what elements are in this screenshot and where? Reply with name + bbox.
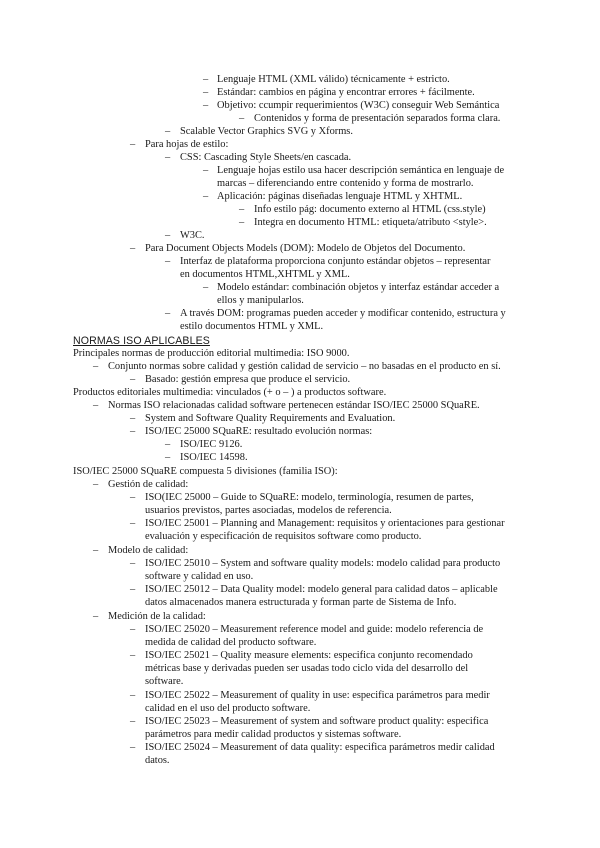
list-item: Integra en documento HTML: etiqueta/atributo <style>.	[254, 217, 487, 228]
list-item: Contenidos y forma de presentación separados forma clara.	[254, 113, 501, 124]
list-item-continuation: evaluación y especificación de requisitos software como producto.	[145, 531, 422, 542]
list-item-continuation: parámetros para medir calidad productos y sistemas software.	[145, 729, 402, 740]
bullet-dash: –	[130, 374, 136, 385]
list-item: Estándar: cambios en página y encontrar errores + fácilmente.	[217, 87, 475, 98]
list-item-continuation: ellos y manipularlos.	[217, 295, 304, 306]
bullet-dash: –	[130, 716, 136, 727]
bullet-dash: –	[130, 518, 136, 529]
list-item: ISO/IEC 25022 – Measurement of quality in use: especifica parámetros para medir	[145, 690, 490, 701]
bullet-dash: –	[130, 139, 136, 150]
list-item: Medición de la calidad:	[108, 611, 206, 622]
bullet-dash: –	[203, 74, 209, 85]
list-item: Objetivo: ccumpir requerimientos (W3C) conseguir Web Semántica	[217, 100, 500, 111]
list-item: ISO/IEC 9126.	[180, 439, 243, 450]
list-item: ISO(IEC 25000 – Guide to SQuaRE: modelo, terminología, resumen de partes,	[145, 492, 474, 503]
bullet-dash: –	[93, 361, 99, 372]
list-item: ISO/IEC 25001 – Planning and Management: requisitos y orientaciones para gestionar	[145, 518, 505, 529]
bullet-dash: –	[203, 165, 209, 176]
bullet-dash: –	[239, 217, 245, 228]
list-item: Interfaz de plataforma proporciona conjunto estándar objetos – representar	[180, 256, 491, 267]
list-item: System and Software Quality Requirements and Evaluation.	[145, 413, 396, 424]
list-item: W3C.	[180, 230, 205, 241]
list-item: Basado: gestión empresa que produce el servicio.	[145, 374, 351, 385]
list-item-continuation: usuarios previstos, partes asociadas, modelos de referencia.	[145, 505, 392, 516]
list-item-continuation: datos.	[145, 755, 170, 766]
paragraph: ISO/IEC 25000 SQuaRE compuesta 5 divisiones (familia ISO):	[73, 466, 338, 477]
list-item-continuation: medida de calidad del producto software.	[145, 637, 317, 648]
bullet-dash: –	[203, 87, 209, 98]
list-item: Lenguaje HTML (XML válido) técnicamente + estricto.	[217, 74, 450, 85]
bullet-dash: –	[130, 584, 136, 595]
list-item: A través DOM: programas pueden acceder y modificar contenido, estructura y	[180, 308, 506, 319]
bullet-dash: –	[130, 426, 136, 437]
bullet-dash: –	[203, 191, 209, 202]
list-item: ISO/IEC 25012 – Data Quality model: modelo general para calidad datos – aplicable	[145, 584, 498, 595]
list-item-continuation: estilo documentos HTML y XML.	[180, 321, 324, 332]
paragraph: Productos editoriales multimedia: vinculados (+ o – ) a productos software.	[73, 387, 387, 398]
bullet-dash: –	[239, 204, 245, 215]
list-item-continuation: software.	[145, 676, 184, 687]
bullet-dash: –	[130, 413, 136, 424]
list-item: Scalable Vector Graphics SVG y Xforms.	[180, 126, 353, 137]
list-item: ISO/IEC 25024 – Measurement of data quality: especifica parámetros medir calidad	[145, 742, 495, 753]
list-item: Para hojas de estilo:	[145, 139, 229, 150]
bullet-dash: –	[130, 558, 136, 569]
list-item: CSS: Cascading Style Sheets/en cascada.	[180, 152, 352, 163]
bullet-dash: –	[93, 479, 99, 490]
bullet-dash: –	[130, 243, 136, 254]
bullet-dash: –	[130, 492, 136, 503]
bullet-dash: –	[130, 624, 136, 635]
bullet-dash: –	[130, 650, 136, 661]
list-item: Modelo de calidad:	[108, 545, 189, 556]
bullet-dash: –	[165, 126, 171, 137]
list-item: ISO/IEC 25020 – Measurement reference model and guide: modelo referencia de	[145, 624, 484, 635]
list-item: ISO/IEC 25010 – System and software quality models: modelo calidad para producto	[145, 558, 501, 569]
list-item: Gestión de calidad:	[108, 479, 189, 490]
bullet-dash: –	[165, 152, 171, 163]
paragraph: Principales normas de producción editorial multimedia: ISO 9000.	[73, 348, 350, 359]
bullet-dash: –	[203, 282, 209, 293]
list-item-continuation: métricas base y derivadas pueden ser usadas todo ciclo vida del desarrollo del	[145, 663, 469, 674]
list-item: ISO/IEC 14598.	[180, 452, 248, 463]
list-item: Normas ISO relacionadas calidad software pertenecen estándar ISO/IEC 25000 SQuaRE.	[108, 400, 480, 411]
list-item-continuation: marcas – diferenciando entre contenido y forma de mostrarlo.	[217, 178, 474, 189]
bullet-dash: –	[93, 611, 99, 622]
list-item: ISO/IEC 25021 – Quality measure elements: especifica conjunto recomendado	[145, 650, 473, 661]
bullet-dash: –	[165, 439, 171, 450]
bullet-dash: –	[93, 545, 99, 556]
bullet-dash: –	[203, 100, 209, 111]
list-item: Para Document Objects Models (DOM): Modelo de Objetos del Documento.	[145, 243, 466, 254]
bullet-dash: –	[165, 256, 171, 267]
bullet-dash: –	[130, 742, 136, 753]
list-item: Info estilo pág: documento externo al HTML (css.style)	[254, 204, 486, 215]
list-item: Conjunto normas sobre calidad y gestión calidad de servicio – no basadas en el producto en sí.	[108, 361, 501, 372]
list-item-continuation: software y calidad en uso.	[145, 571, 254, 582]
list-item: Aplicación: páginas diseñadas lenguaje HTML y XHTML.	[217, 191, 463, 202]
bullet-dash: –	[165, 308, 171, 319]
list-item: ISO/IEC 25000 SQuaRE: resultado evolución normas:	[145, 426, 373, 437]
bullet-dash: –	[165, 452, 171, 463]
list-item-continuation: en documentos HTML,XHTML y XML.	[180, 269, 350, 280]
list-item: ISO/IEC 25023 – Measurement of system and software product quality: especifica	[145, 716, 489, 727]
bullet-dash: –	[239, 113, 245, 124]
bullet-dash: –	[130, 690, 136, 701]
list-item-continuation: datos almacenados manera estructurada y forman parte de Sistema de Info.	[145, 597, 457, 608]
list-item-continuation: calidad en el uso del producto software.	[145, 703, 311, 714]
list-item: Modelo estándar: combinación objetos y interfaz estándar acceder a	[217, 282, 500, 293]
list-item: Lenguaje hojas estilo usa hacer descripción semántica en lenguaje de	[217, 165, 505, 176]
section-heading: NORMAS ISO APLICABLES	[73, 335, 210, 347]
bullet-dash: –	[165, 230, 171, 241]
bullet-dash: –	[93, 400, 99, 411]
